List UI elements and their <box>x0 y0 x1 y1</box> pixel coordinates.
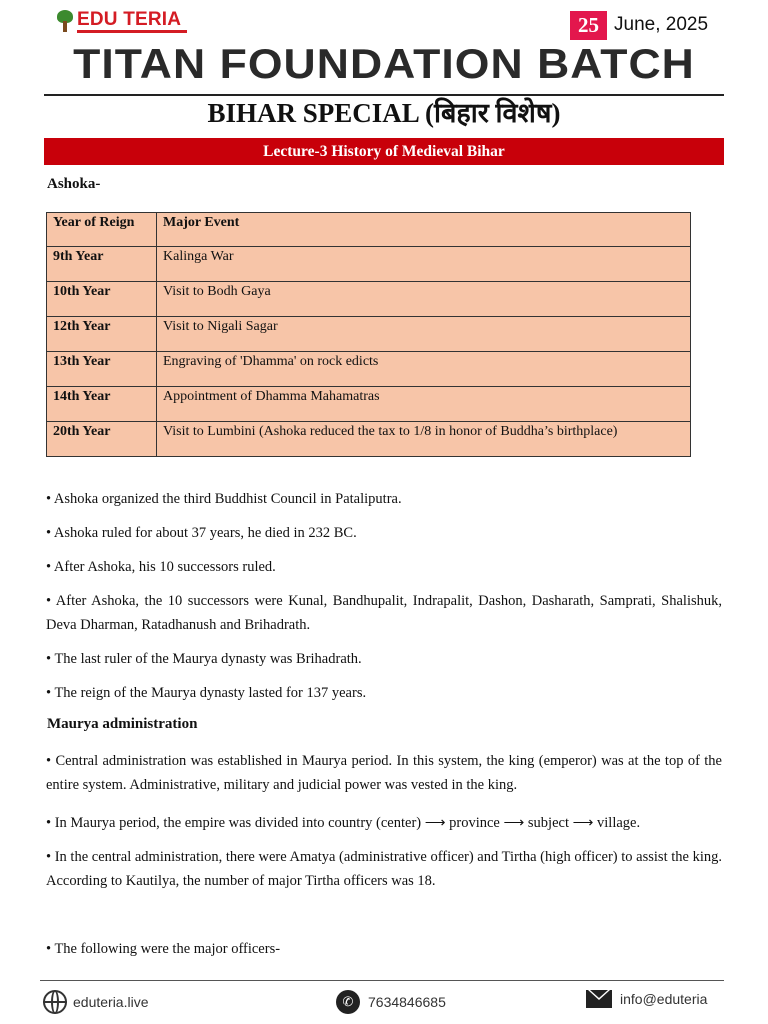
footer-divider <box>40 980 724 981</box>
website-text[interactable]: eduteria.live <box>73 994 149 1010</box>
table-header-event: Major Event <box>157 213 691 247</box>
batch-title: TITAN FOUNDATION BATCH <box>73 40 695 87</box>
table-row <box>47 422 691 457</box>
lecture-title: Lecture-3 History of Medieval Bihar <box>263 142 505 160</box>
date-month-year: June, 2025 <box>614 14 709 35</box>
ashoka-point: • The reign of the Maurya dynasty lasted for 137 years. <box>46 685 367 701</box>
table-cell-year: 12th Year <box>47 317 157 352</box>
phone-icon: ✆ <box>336 990 360 1014</box>
table-cell-event: Engraving of 'Dhamma' on rock edicts <box>157 352 691 387</box>
table-cell-year: 13th Year <box>47 352 157 387</box>
lecture-title-bar <box>44 138 724 165</box>
logo-text: EDU TERIA <box>77 10 187 33</box>
table-cell-event: Kalinga War <box>157 247 691 282</box>
email-text[interactable]: info@eduteria <box>620 991 708 1007</box>
ashoka-point: • The last ruler of the Maurya dynasty was Brihadrath. <box>46 651 362 667</box>
reign-table <box>46 212 691 457</box>
footer-email[interactable] <box>586 990 707 1008</box>
maurya-point: • The following were the major officers- <box>46 941 281 957</box>
mail-icon <box>586 990 612 1008</box>
subject-title: BIHAR SPECIAL (बिहार विशेष) <box>207 98 561 128</box>
maurya-point: • Central administration was established in Maurya period. In this system, the king (emperor) was at the top of the entire system. Administrative, military and judicial power was vested in the king. <box>46 753 722 793</box>
maurya-point: • In the central administration, there were Amatya (administrative officer) and Tirtha (high officer) to assist the king. According to Kautilya, the number of major Tirtha officers was 18. <box>46 849 722 889</box>
table-cell-event: Visit to Bodh Gaya <box>157 282 691 317</box>
table-row <box>47 282 691 317</box>
eduteria-logo <box>56 7 196 35</box>
table-row <box>47 247 691 282</box>
phone-text[interactable]: 7634846685 <box>368 994 446 1010</box>
table-cell-event: Visit to Lumbini (Ashoka reduced the tax to 1/8 in honor of Buddha’s birthplace) <box>157 422 691 457</box>
maurya-heading: Maurya administration <box>47 716 198 732</box>
table-cell-year: 9th Year <box>47 247 157 282</box>
table-row <box>47 352 691 387</box>
table-cell-year: 10th Year <box>47 282 157 317</box>
date-day-badge: 25 <box>570 11 607 40</box>
table-cell-year: 20th Year <box>47 422 157 457</box>
table-cell-event: Appointment of Dhamma Mahamatras <box>157 387 691 422</box>
table-cell-year: 14th Year <box>47 387 157 422</box>
table-row <box>47 387 691 422</box>
tree-icon <box>56 9 74 33</box>
table-header-row <box>47 213 691 247</box>
footer-phone[interactable] <box>336 990 446 1014</box>
ashoka-point: • After Ashoka, his 10 successors ruled. <box>46 559 276 575</box>
globe-icon <box>43 990 67 1014</box>
footer-website[interactable] <box>43 990 149 1014</box>
ashoka-point: • Ashoka organized the third Buddhist Council in Pataliputra. <box>46 491 402 507</box>
table-row <box>47 317 691 352</box>
ashoka-point: • After Ashoka, the 10 successors were Kunal, Bandhupalit, Indrapalit, Dashon, Dasharath, Samprati, Shalishuk, Deva Dharman, Ratadhanush and Brihadrath. <box>46 593 722 633</box>
ashoka-heading: Ashoka- <box>47 176 101 192</box>
table-cell-event: Visit to Nigali Sagar <box>157 317 691 352</box>
table-header-year: Year of Reign <box>47 213 157 247</box>
maurya-point: • In Maurya period, the empire was divided into country (center) ⟶ province ⟶ subject ⟶ village. <box>46 815 641 831</box>
ashoka-point: • Ashoka ruled for about 37 years, he died in 232 BC. <box>46 525 357 541</box>
